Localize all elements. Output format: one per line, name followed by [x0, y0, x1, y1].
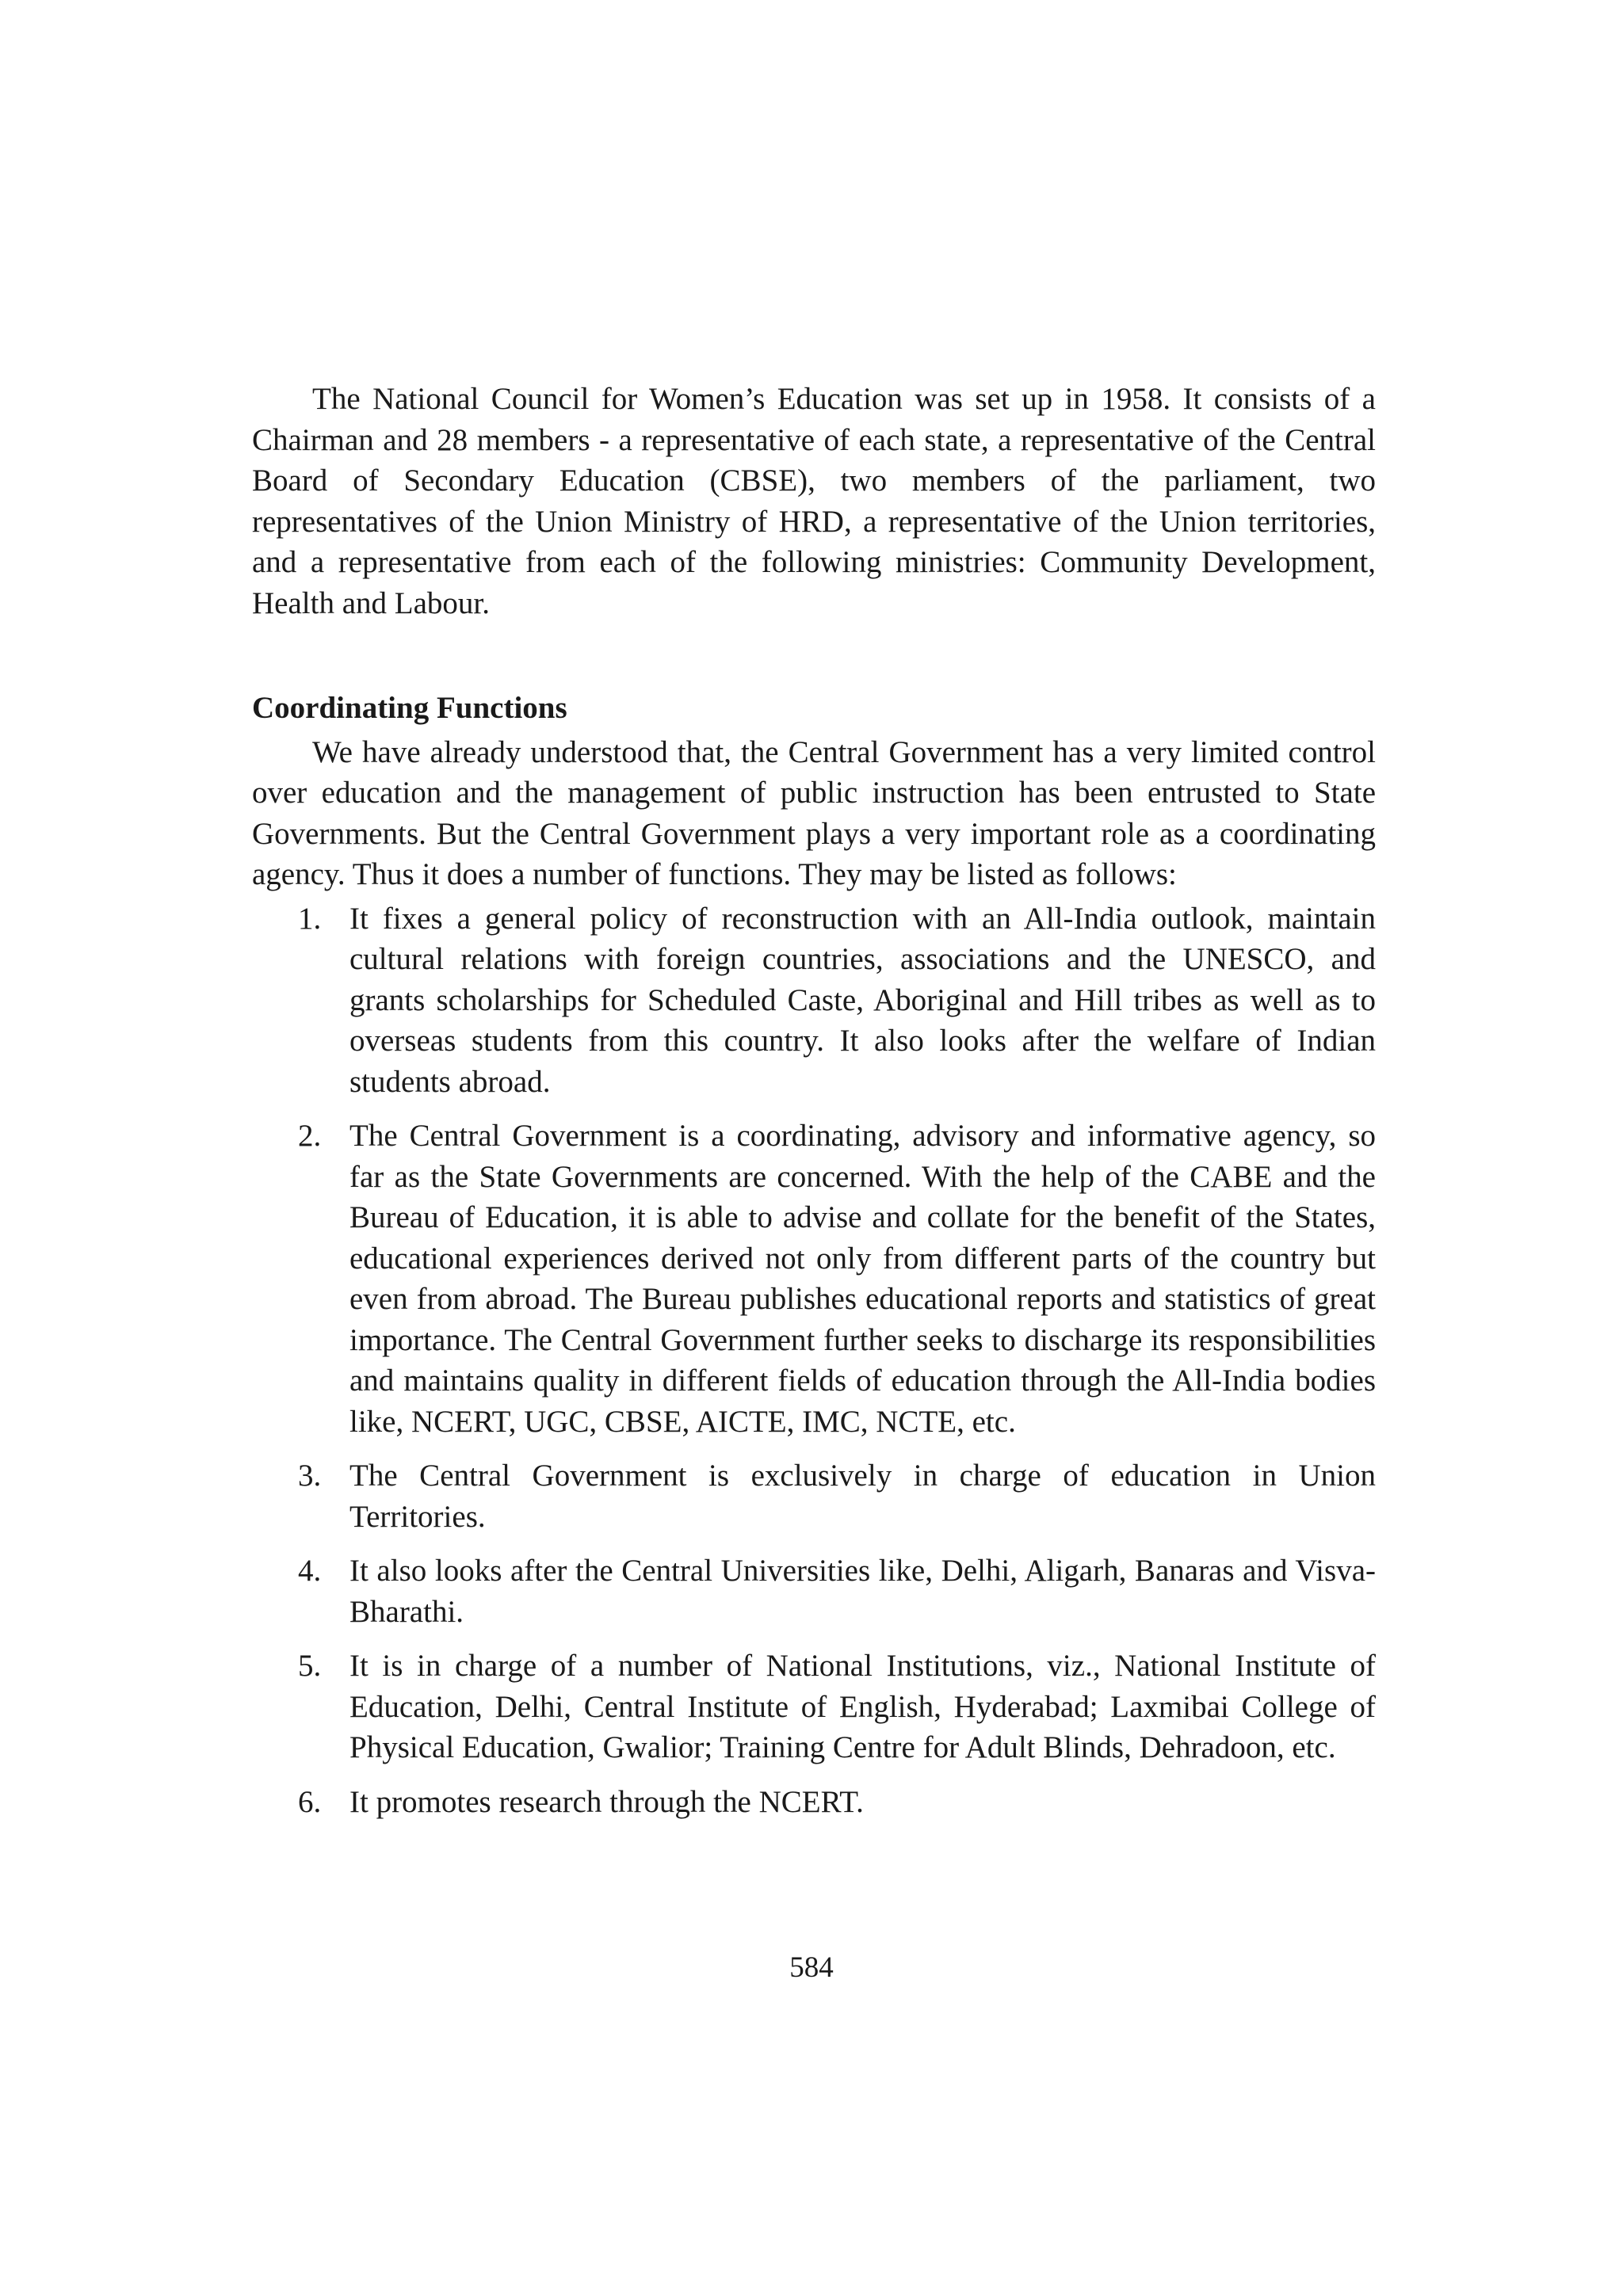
list-item-text: It promotes research through the NCERT. — [349, 1784, 864, 1819]
list-item-text: It also looks after the Central Universities like, Delhi, Aligarh, Banaras and Visva-Bharathi. — [349, 1554, 1376, 1629]
list-item-text: The Central Government is exclusively in charge of education in Union Territories. — [349, 1459, 1376, 1534]
list-item — [252, 1782, 1376, 1823]
list-item-number: 6. — [298, 1784, 322, 1819]
list-item-number: 1. — [298, 901, 322, 936]
list-item-number: 2. — [298, 1119, 322, 1153]
list-item — [252, 1116, 1376, 1442]
list-item — [252, 1646, 1376, 1768]
list-item — [252, 1455, 1376, 1537]
list-item-text: It fixes a general policy of reconstruction with an All-India outlook, maintain cultural relations with foreign countries, associations and the UNESCO, and grants scholarships for Scheduled Caste, Aboriginal and Hill tribes as well as to overseas students from this country. It also looks after the welfare of Indian students abroad. — [349, 901, 1376, 1099]
list-item-text: It is in charge of a number of National Institutions, viz., National Institute of Education, Delhi, Central Institute of English, Hyderabad; Laxmibai College of Physical Education, Gwalior; Training Centre for Adult Blinds, Dehradoon, etc. — [349, 1649, 1376, 1764]
section-paragraph: We have already understood that, the Central Government has a very limited control over education and the management of public instruction has been entrusted to State Governments. But the Central Government plays a very important role as a coordinating agency. Thus it does a number of functions. They may be listed as follows: — [252, 734, 1376, 891]
page-number: 584 — [789, 1951, 834, 1984]
list-item-text: The Central Government is a coordinating, advisory and informative agency, so far as the State Governments are concerned. With the help of the CABE and the Bureau of Education, it is able to advise and collate for the benefit of the States, educational experiences derived not only from different parts of the country but even from abroad. The Bureau publishes educational reports and statistics of great importance. The Central Government further seeks to discharge its responsibilities and maintains quality in different fields of education through the All-India bodies like, NCERT, UGC, CBSE, AICTE, IMC, NCTE, etc. — [349, 1119, 1376, 1439]
list-item-number: 4. — [298, 1554, 322, 1588]
intro-paragraph: The National Council for Women’s Education was set up in 1958. It consists of a Chairman and 28 members - a representative of each state, a representative of the Central Board of Secondary Education (CBSE), two members of the parliament, two representatives of the Union Ministry of HRD, a representative of the Union territories, and a representative from each of the following ministries: Community Development, Health and Labour. — [252, 382, 1376, 620]
list-item — [252, 898, 1376, 1103]
list-item-number: 3. — [298, 1459, 322, 1493]
page-content — [252, 379, 1376, 1836]
list-item — [252, 1550, 1376, 1632]
functions-list — [252, 898, 1376, 1823]
list-item-number: 5. — [298, 1649, 322, 1683]
section-heading: Coordinating Functions — [252, 691, 567, 725]
